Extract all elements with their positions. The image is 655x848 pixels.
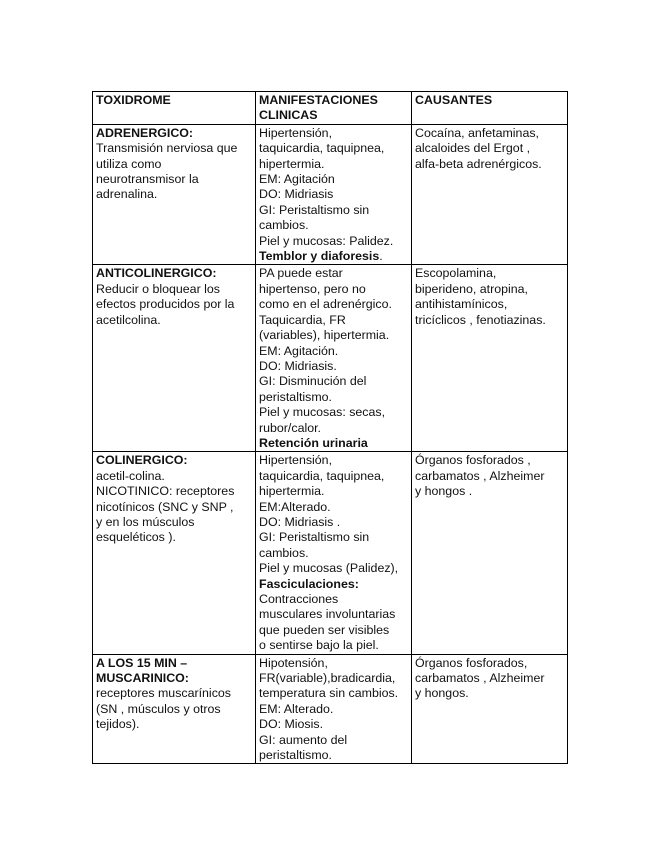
manifestacion-line: Piel y mucosas: Palidez.: [259, 233, 394, 248]
toxidrome-line: nicotínicos (SNC y SNP ,: [96, 499, 234, 514]
toxidrome-line: (SN , músculos y otros: [96, 701, 221, 716]
cell-manifestaciones: [256, 452, 412, 654]
cell-causantes: [412, 654, 568, 764]
toxidrome-line: y en los músculos: [96, 514, 195, 529]
cell-causantes: [412, 265, 568, 452]
manifestacion-line: DO: Midriasis .: [259, 514, 341, 529]
table-row-anticolinergico: [93, 265, 568, 452]
causante-line: antihistamínicos,: [415, 297, 508, 312]
toxidrome-line: Transmisión nerviosa que: [96, 141, 238, 156]
toxidrome-line: tejidos).: [96, 717, 140, 732]
manifestacion-line: taquicardia, taquipnea,: [259, 141, 385, 156]
manifestacion-line: FR(variable),bradicardia,: [259, 671, 396, 686]
manifestacion-line: hipertermia.: [259, 484, 325, 499]
manifestacion-line: Hipertensión,: [259, 453, 333, 468]
causante-line: Cocaína, anfetaminas,: [415, 125, 539, 140]
manifestacion-line: PA puede estar: [259, 266, 343, 281]
causante-line: carbamatos , Alzheimer: [415, 468, 545, 483]
manifestacion-line: GI: Peristaltismo sin: [259, 202, 370, 217]
table-row-colinergico: [93, 452, 568, 654]
toxidrome-title: COLINERGICO:: [96, 453, 188, 468]
header-manifestaciones-line-2: CLINICAS: [259, 108, 318, 123]
cell-toxidrome: [93, 124, 256, 265]
header-causantes-label: CAUSANTES: [415, 93, 493, 107]
manifestacion-line: GI: Peristaltismo sin: [259, 530, 370, 545]
toxidrome-line: acetil-colina.: [96, 468, 165, 483]
manifestacion-bold-line: Retención urinaria: [259, 435, 368, 450]
toxidrome-line: utiliza como: [96, 156, 162, 171]
toxidrome-table: [92, 91, 568, 764]
manifestacion-line: hipertermia.: [259, 156, 325, 171]
manifestacion-line: EM: Agitación.: [259, 343, 339, 358]
cell-toxidrome: [93, 654, 256, 764]
manifestacion-line: taquicardia, taquipnea,: [259, 468, 385, 483]
toxidrome-line: adrenalina.: [96, 187, 158, 202]
cell-manifestaciones: [256, 124, 412, 265]
manifestacion-line: Hipertensión,: [259, 125, 333, 140]
manifestacion-line: que pueden ser visibles: [259, 622, 390, 637]
cell-manifestaciones: [256, 265, 412, 452]
table-row-muscarinico: [93, 654, 568, 764]
causante-line: carbamatos , Alzheimer: [415, 671, 545, 686]
toxidrome-title: A LOS 15 MIN –: [96, 655, 188, 670]
toxidrome-title: ADRENERGICO:: [96, 125, 194, 140]
header-toxidrome-label: TOXIDROME: [96, 93, 171, 107]
manifestacion-line: peristaltismo.: [259, 748, 332, 763]
manifestacion-line: Piel y mucosas: secas,: [259, 405, 386, 420]
manifestacion-line: DO: Miosis.: [259, 717, 324, 732]
manifestacion-line: como en el adrenérgico.: [259, 297, 392, 312]
manifestacion-line: Hipotensión,: [259, 655, 328, 670]
manifestacion-line: EM: Alterado.: [259, 701, 334, 716]
toxidrome-line: Reducir o bloquear los: [96, 281, 220, 296]
manifestacion-line: temperatura sin cambios.: [259, 686, 399, 701]
table-row-adrenergico: [93, 124, 568, 265]
manifestacion-line: EM:Alterado.: [259, 499, 331, 514]
toxidrome-title: MUSCARINICO:: [96, 671, 189, 686]
manifestacion-line: Contracciones: [259, 592, 339, 606]
manifestacion-bold-line: Fasciculaciones:: [259, 576, 359, 591]
causante-line: y hongos .: [415, 484, 473, 499]
toxidrome-line: neurotransmisor la: [96, 172, 199, 187]
manifestacion-line: EM: Agitación: [259, 172, 335, 187]
manifestacion-line: o sentirse bajo la piel.: [259, 638, 379, 653]
toxidrome-line: NICOTINICO: receptores: [96, 484, 235, 499]
causante-line: alcaloides del Ergot ,: [415, 141, 531, 156]
cell-toxidrome: [93, 452, 256, 654]
manifestacion-line: DO: Midriasis.: [259, 358, 337, 373]
manifestacion-line: DO: Midriasis: [259, 187, 334, 202]
manifestacion-bold-text: Temblor y diaforesis: [259, 249, 380, 264]
toxidrome-line: efectos producidos por la: [96, 297, 235, 312]
header-toxidrome: [93, 92, 256, 125]
manifestacion-line: peristaltismo.: [259, 389, 332, 404]
cell-causantes: [412, 124, 568, 265]
causante-line: tricíclicos , fenotiazinas.: [415, 312, 546, 327]
toxidrome-line: esqueléticos ).: [96, 530, 176, 545]
causante-line: y hongos.: [415, 686, 469, 701]
manifestacion-line: cambios.: [259, 218, 309, 233]
table-header-row: [93, 92, 568, 125]
causante-line: biperideno, atropina,: [415, 281, 528, 296]
header-manifestaciones-line-1: MANIFESTACIONES: [259, 93, 378, 107]
cell-manifestaciones: [256, 654, 412, 764]
toxidrome-line: receptores muscarínicos: [96, 686, 231, 701]
causante-line: Escopolamina,: [415, 266, 497, 281]
header-manifestaciones: [256, 92, 412, 125]
manifestacion-line: musculares involuntarias: [259, 607, 396, 622]
manifestacion-bold-suffix: .: [379, 249, 383, 264]
toxidrome-line: acetilcolina.: [96, 312, 161, 327]
manifestacion-line: Piel y mucosas (Palidez),: [259, 561, 399, 576]
manifestacion-line: cambios.: [259, 545, 309, 560]
cell-causantes: [412, 452, 568, 654]
manifestacion-line: (variables), hipertermia.: [259, 328, 390, 343]
toxidrome-title: ANTICOLINERGICO:: [96, 266, 217, 281]
manifestacion-line: GI: Disminución del: [259, 374, 367, 389]
causante-line: Órganos fosforados,: [415, 655, 528, 670]
manifestacion-line: rubor/calor.: [259, 420, 321, 435]
causante-line: Órganos fosforados ,: [415, 453, 531, 468]
causante-line: alfa-beta adrenérgicos.: [415, 156, 542, 171]
manifestacion-line: Taquicardia, FR: [259, 312, 346, 327]
header-causantes: [412, 92, 568, 125]
manifestacion-bold-line: [259, 249, 409, 264]
cell-toxidrome: [93, 265, 256, 452]
manifestacion-line: hipertenso, pero no: [259, 281, 366, 296]
manifestacion-line: GI: aumento del: [259, 732, 348, 747]
